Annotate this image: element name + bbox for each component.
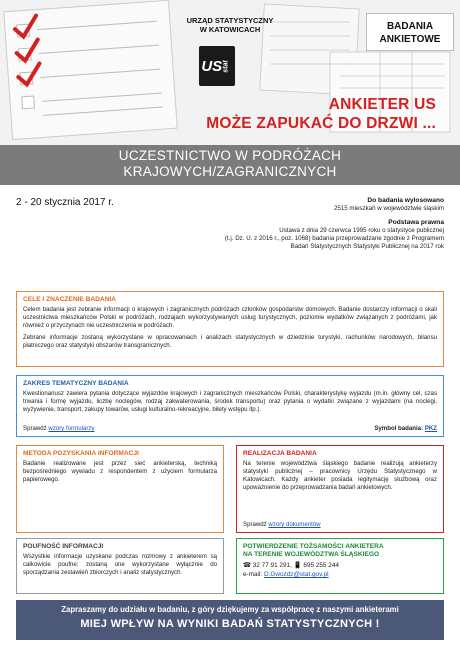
implementation-title: REALIZACJA BADANIA	[243, 450, 317, 457]
confidentiality-section	[16, 538, 224, 594]
identity-title-line-2: NA TERENIE WOJEWÓDZTWA ŚLĄSKIEGO	[243, 551, 380, 558]
survey-type-badge: BADANIA ANKIETOWE	[366, 13, 454, 51]
footer-slogan: MIEJ WPŁYW NA WYNIKI BADAŃ STATYSTYCZNYCH !	[80, 618, 380, 630]
scope-section	[16, 375, 444, 437]
sampling-title: Do badania wylosowano	[367, 197, 444, 204]
survey-dates: 2 - 20 stycznia 2017 r.	[16, 197, 114, 208]
mobile-phone-icon: 📱	[293, 562, 302, 569]
footer-invitation: Zapraszamy do udziału w badaniu, z góry dziękujemy za współpracę z naszymi ankieterami	[61, 605, 399, 614]
goals-paragraph-2: Zebrane informacje zostaną wykorzystane w opracowaniach i analizach statystycznych w dziedzinie turystyki, rachunków narodowych, bilansu płatniczego oraz statystyki obszarów transgranicznych.	[23, 334, 437, 349]
email-link[interactable]: D.Gwozdz@stat.gov.pl	[263, 571, 329, 578]
sampling-text: 2515 mieszkań w województwie śląskim	[333, 205, 444, 212]
survey-title-line-2: KRAJOWYCH/ZAGRANICZNYCH	[123, 164, 337, 179]
identity-email-row	[243, 570, 437, 579]
phone-number-1[interactable]: 32 77 91 291	[252, 562, 291, 569]
legal-basis-line-2: (t.j. Dz. U. z 2016 r., poz. 1068) badania przeprowadzane zgodnie z Programem	[224, 235, 444, 242]
ustat-logo	[199, 46, 235, 86]
method-title: METODA POZYSKANIA INFORMACJI	[23, 450, 139, 457]
survey-symbol-row	[374, 425, 437, 433]
survey-title-banner	[0, 145, 460, 185]
legal-basis-line-3: Badań Statystycznych Statystyki Publicznej na 2017 rok	[290, 243, 444, 250]
implementation-section	[236, 445, 444, 533]
logo-text: US	[201, 57, 223, 75]
identity-title-line-1: POTWIERDZENIE TOŻSAMOŚCI ANKIETERA	[243, 543, 384, 550]
survey-title-line-1: UCZESTNICTWO W PODRÓŻACH	[118, 148, 342, 163]
documents-templates-link[interactable]: wzory dokumentów	[268, 521, 321, 528]
method-section	[16, 445, 224, 533]
scope-title: ZAKRES TEMATYCZNY BADANIA	[23, 380, 129, 387]
implementation-link-prefix: Sprawdź	[243, 521, 267, 528]
goals-section	[16, 291, 444, 367]
scope-link-row	[23, 425, 94, 433]
forms-templates-link[interactable]: wzory formularzy	[48, 425, 95, 432]
scope-text: Kwestionariusz zawiera pytania dotyczące wyjazdów krajowych i zagranicznych mieszkańców Polski, charakterystykę wyjazdu (m.in. główny cel, czas trwania i formę wyjazdu, liczbę noclegów, rodzaj zakwaterowania, środek transportu) oraz pytania o wydatki związane z wyjazdami (na noclegi, wyżywienie, transport, zakupy towarów, usługi kulturalno-rekreacyjne, bilety wstępu itp.).	[23, 390, 437, 413]
slogan-line-1: ANKIETER US	[328, 96, 436, 113]
survey-symbol-label: Symbol badania:	[374, 425, 424, 432]
scope-link-prefix: Sprawdź	[23, 425, 47, 432]
email-label: e-mail:	[243, 571, 263, 578]
implementation-text: Na terenie województwa śląskiego badanie realizują ankieterzy statystyki publicznej – pracownicy Urzędu Statystycznego w Katowicach. Każdy ankieter posiada legitymację służbową oraz upoważnienie do przeprowadzania badań ankietowych.	[243, 460, 437, 491]
legal-basis-title: Podstawa prawna	[388, 219, 444, 226]
office-name: URZĄD STATYSTYCZNY W KATOWICACH	[186, 16, 274, 34]
goals-title: CELE I ZNACZENIE BADANIA	[23, 296, 117, 303]
logo-subtext: stat	[222, 59, 230, 73]
phone-icon: ☎	[243, 562, 251, 569]
identity-phones: ☎ 32 77 91 291, 📱 695 255 244	[243, 562, 339, 569]
implementation-link-row	[243, 521, 321, 529]
slogan-line-2: MOŻE ZAPUKAĆ DO DRZWI ...	[206, 115, 436, 132]
method-text: Badanie realizowane jest przez sieć ankieterską, techniką bezpośredniego wywiadu z respondentem z użyciem formularza papierowego.	[23, 460, 217, 483]
survey-info	[174, 197, 444, 251]
legal-basis-line-1: Ustawa z dnia 29 czerwca 1995 roku o statystyce publicznej	[279, 227, 444, 234]
identity-confirmation-section	[236, 538, 444, 594]
survey-symbol-link[interactable]: PKZ	[424, 425, 437, 432]
confidentiality-title: POUFNOŚĆ INFORMACJI	[23, 543, 104, 550]
confidentiality-text: Wszystkie informacje uzyskane podczas rozmowy z ankieterem są całkowicie poufne; zostaną one wykorzystane wyłącznie do sporządzania zestawień zbiorczych i analiz statystycznych.	[23, 553, 217, 576]
goals-paragraph-1: Celem badania jest zebranie informacji o krajowych i zagranicznych podróżach członków gospodarstw domowych. Badanie dostarczy informacji o skali uczestnictwa mieszkańców Polski w podróżach, rodzajach wykorzystywanych usług turystycznych, poziomie wydatków związanych z podróżami, jak również o przyczynach nie uczestniczenia w podróżach.	[23, 306, 437, 329]
phone-number-2[interactable]: 695 255 244	[303, 562, 339, 569]
footer-banner	[16, 600, 444, 640]
header	[0, 0, 460, 145]
